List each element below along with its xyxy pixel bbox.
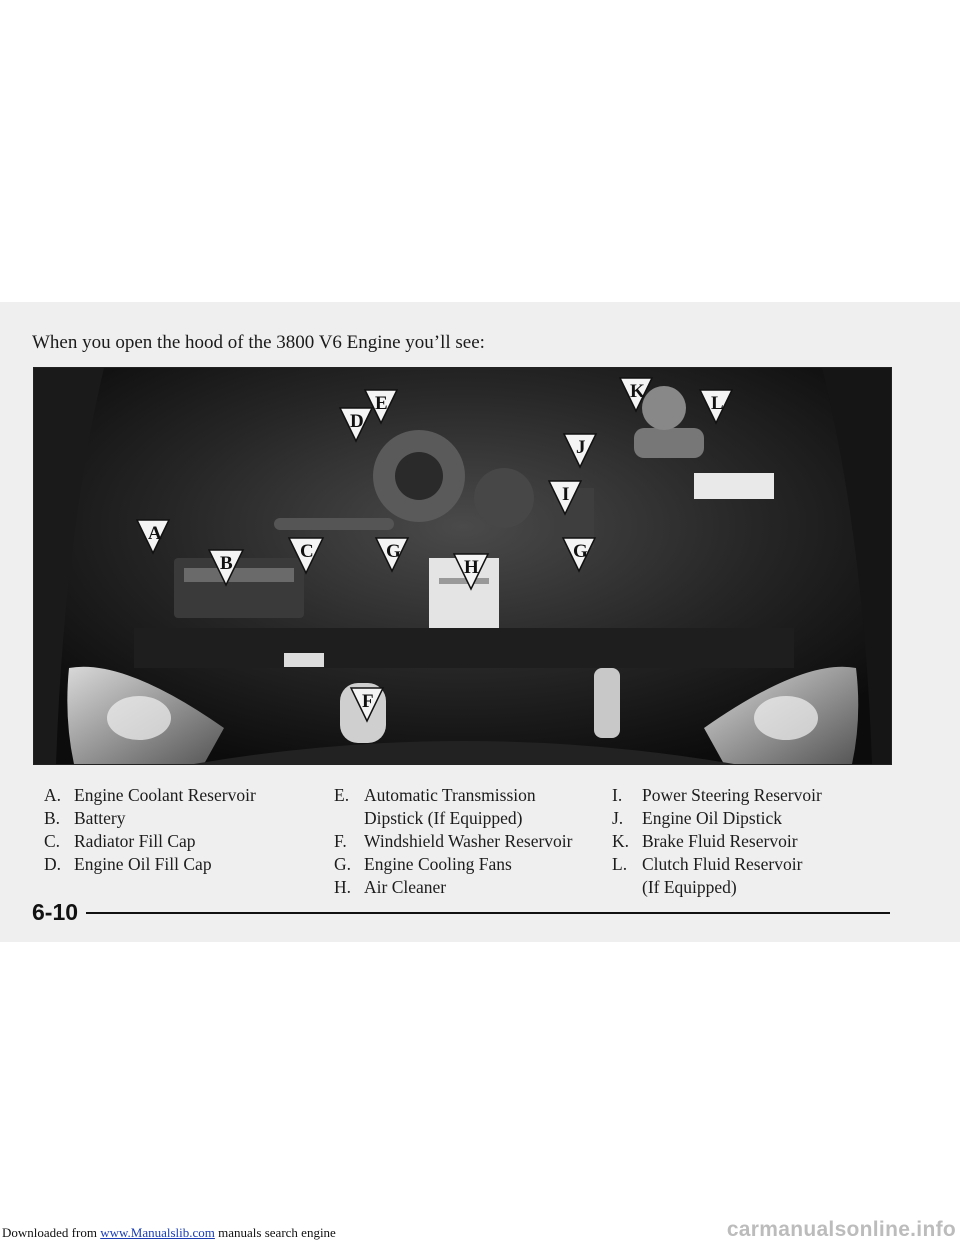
marker-c-letter: C bbox=[300, 541, 314, 562]
engine-bay-photo bbox=[33, 367, 892, 765]
legend-item-e: E. Automatic Transmission Dipstick (If Equipped) bbox=[334, 785, 536, 828]
legend-item-b: B. Battery bbox=[44, 808, 126, 828]
legend-column-3 bbox=[612, 784, 902, 899]
intro-text: When you open the hood of the 3800 V6 Engine you’ll see: bbox=[32, 332, 485, 353]
marker-b-letter: B bbox=[220, 553, 233, 574]
legend-item-k: K. Brake Fluid Reservoir bbox=[612, 831, 798, 851]
marker-j-letter: J bbox=[576, 437, 586, 458]
marker-a-letter: A bbox=[148, 523, 162, 544]
marker-i-letter: I bbox=[562, 484, 570, 505]
download-footer: Downloaded from www.Manualslib.com manuals search engine bbox=[2, 1225, 336, 1240]
footer-rule bbox=[86, 912, 890, 914]
legend-item-d: D. Engine Oil Fill Cap bbox=[44, 854, 212, 874]
legend-item-j: J. Engine Oil Dipstick bbox=[612, 808, 782, 828]
marker-g-left-letter: G bbox=[386, 541, 401, 562]
legend-column-1 bbox=[44, 784, 314, 876]
legend-item-c: C. Radiator Fill Cap bbox=[44, 831, 196, 851]
marker-g-right-letter: G bbox=[573, 541, 588, 562]
marker-f-letter: F bbox=[362, 691, 374, 712]
legend-item-i: I. Power Steering Reservoir bbox=[612, 785, 822, 805]
page-number: 6-10 bbox=[32, 899, 79, 925]
marker-h-letter: H bbox=[464, 557, 479, 578]
marker-k-letter: K bbox=[630, 381, 645, 402]
legend-item-h: H. Air Cleaner bbox=[334, 877, 447, 897]
legend-item-a: A. Engine Coolant Reservoir bbox=[44, 785, 256, 805]
legend-column-2 bbox=[334, 784, 604, 899]
legend-item-g: G. Engine Cooling Fans bbox=[334, 854, 512, 874]
manualslib-link[interactable]: www.Manualslib.com bbox=[100, 1225, 215, 1240]
marker-e-letter: E bbox=[375, 393, 388, 414]
site-watermark: carmanualsonline.info bbox=[726, 1218, 956, 1241]
marker-l-letter: L bbox=[711, 393, 724, 414]
legend-item-l: L. Clutch Fluid Reservoir (If Equipped) bbox=[612, 854, 803, 897]
marker-d-letter: D bbox=[350, 411, 364, 432]
legend-item-f: F. Windshield Washer Reservoir bbox=[334, 831, 573, 851]
